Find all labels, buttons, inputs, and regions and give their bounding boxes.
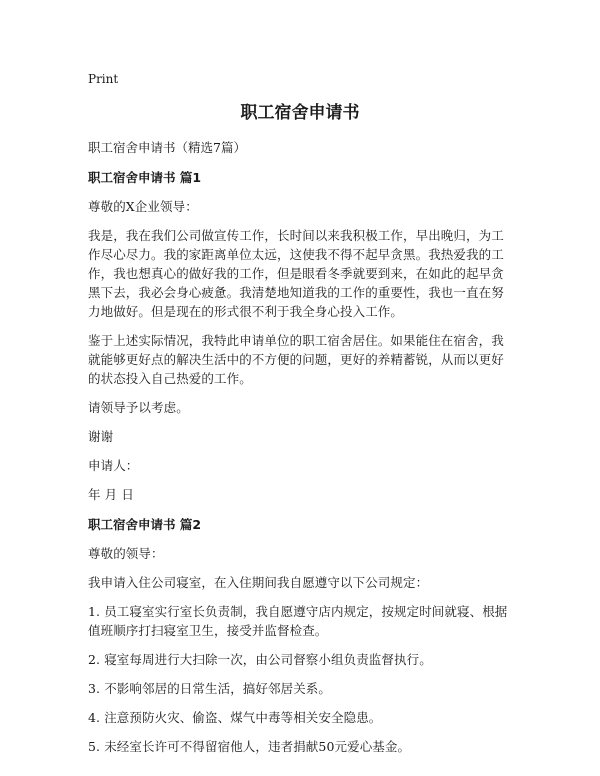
salutation: 尊敬的X企业领导： [88,199,198,214]
print-label: Print [88,72,119,86]
rule-item: 4. 注意预防火灾、偷盗、煤气中毒等相关安全隐患。 [88,710,382,725]
body-paragraph: 我申请入住公司寝室，在入住期间我自愿遵守以下公司规定： [88,575,429,590]
section-2 [88,516,512,756]
document-title: 职工宿舍申请书 [240,103,360,123]
thanks: 谢谢 [88,429,114,444]
rule-item: 2. 寝室每周进行大扫除一次，由公司督察小组负责监督执行。 [88,652,432,667]
rule-item: 3. 不影响邻居的日常生活，搞好邻居关系。 [88,681,332,696]
date-line: 年 月 日 [88,487,134,502]
document-subtitle: 职工宿舍申请书（精选7篇） [88,140,246,155]
salutation: 尊敬的领导： [88,546,164,561]
body-paragraph: 鉴于上述实际情况，我特此申请单位的职工宿舍居住。如果能住在宿舍，我就能够更好点的解决生活中的不方便的问题，更好的养精蓄锐，从而以更好的状态投入自己热爱的工作。 [88,333,504,386]
section-heading: 职工宿舍申请书 篇1 [88,170,202,185]
section-1 [88,169,512,504]
section-heading: 职工宿舍申请书 篇2 [88,517,202,532]
closing-request: 请领导予以考虑。 [88,400,189,415]
applicant-line: 申请人： [88,458,139,473]
rule-item: 1. 员工寝室实行室长负责制，我自愿遵守店内规定，按规定时间就寝、根据值班顺序打扫寝室卫生，接受并监督检查。 [88,604,508,638]
rule-item: 5. 未经室长许可不得留宿他人，违者捐献50元爱心基金。 [88,739,411,754]
body-paragraph: 我是，我在我们公司做宣传工作，长时间以来我积极工作，早出晚归，为工作尽心尽力。我的家距离单位太远，这使我不得不起早贪黑。我热爱我的工作，我也想真心的做好我的工作，但是眼看冬季就要到来，在如此的起早贪黑下去，我必会身心疲惫。我清楚地知道我的工作的重要性，我也一直在努力地做好。但是现在的形式很不利于我全身心投入工作。 [88,228,504,319]
